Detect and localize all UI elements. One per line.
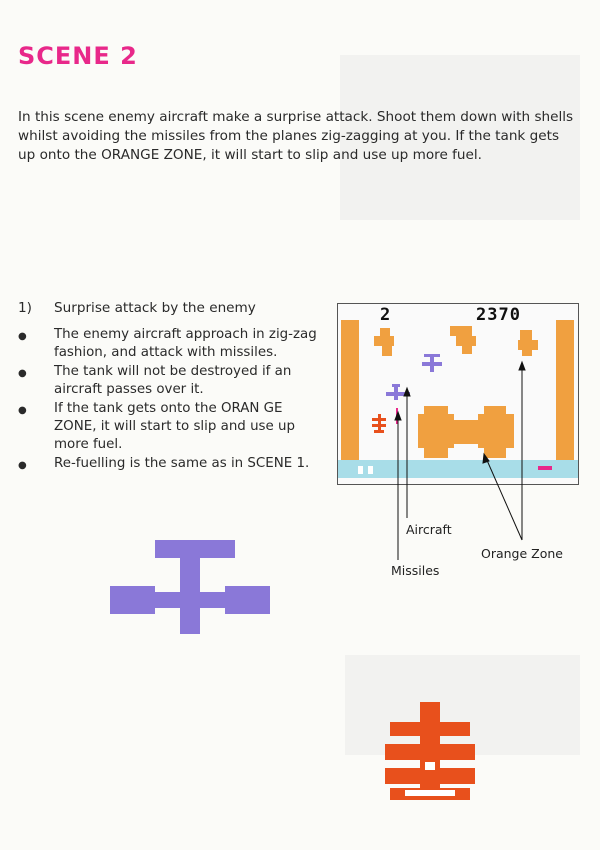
left-wall [341, 320, 359, 460]
orange-block [450, 326, 476, 354]
tank-turret [420, 702, 440, 722]
fuel-marker [368, 466, 373, 474]
bullet-icon: ● [18, 368, 27, 379]
tank-row [385, 768, 475, 784]
list-item: ● Re-fuelling is the same as in SCENE 1. [18, 455, 328, 473]
section-heading [18, 300, 256, 316]
orange-block [518, 330, 538, 356]
orange-block [374, 328, 394, 356]
aircraft [422, 354, 442, 372]
intro-paragraph: In this scene enemy aircraft make a surprise attack. Shoot them down with shells whilst avoiding the missiles from the planes zig-zagging at you. If the tank gets up onto the ORANGE ZONE, it will start to slip and use up more fuel. [18, 109, 574, 163]
tank-tread [405, 790, 455, 796]
bullet-icon: ● [18, 331, 27, 342]
section-number: 1) [18, 300, 32, 316]
bullet-icon: ● [18, 460, 27, 471]
list-item: ● If the tank gets onto the ORAN GE ZONE, it will start to slip and use up more fuel. [18, 401, 296, 452]
game-screen [337, 303, 579, 485]
tank [372, 414, 386, 433]
missiles-label: Missiles [391, 563, 440, 578]
aircraft [386, 384, 410, 400]
aircraft-label: Aircraft [406, 522, 452, 537]
missile [396, 408, 398, 424]
page-title: SCENE 2 [18, 42, 138, 70]
fuel-marker [358, 466, 363, 474]
right-wall [556, 320, 574, 460]
orange-zone [418, 406, 514, 458]
section-title: Surprise attack by the enemy [54, 300, 256, 316]
large-tank-illustration [385, 702, 475, 802]
bullet-icon: ● [18, 405, 27, 416]
fuel-gauge [538, 466, 552, 470]
list-item: ● The enemy aircraft approach in zig-zag fashion, and attack with missiles. [18, 327, 317, 360]
aircraft-wing-right [225, 586, 270, 614]
large-aircraft-illustration [110, 540, 280, 640]
aircraft-top-bar [155, 540, 235, 558]
score-counter: 2370 [476, 305, 521, 325]
bullet-list [18, 326, 328, 474]
tank-row [385, 744, 475, 760]
orange-zone-label: Orange Zone [481, 546, 563, 561]
list-item: ● The tank will not be destroyed if an aircraft passes over it. [18, 364, 292, 397]
tank-window [425, 762, 435, 770]
tank-row [390, 722, 470, 736]
lives-counter: 2 [380, 305, 391, 325]
